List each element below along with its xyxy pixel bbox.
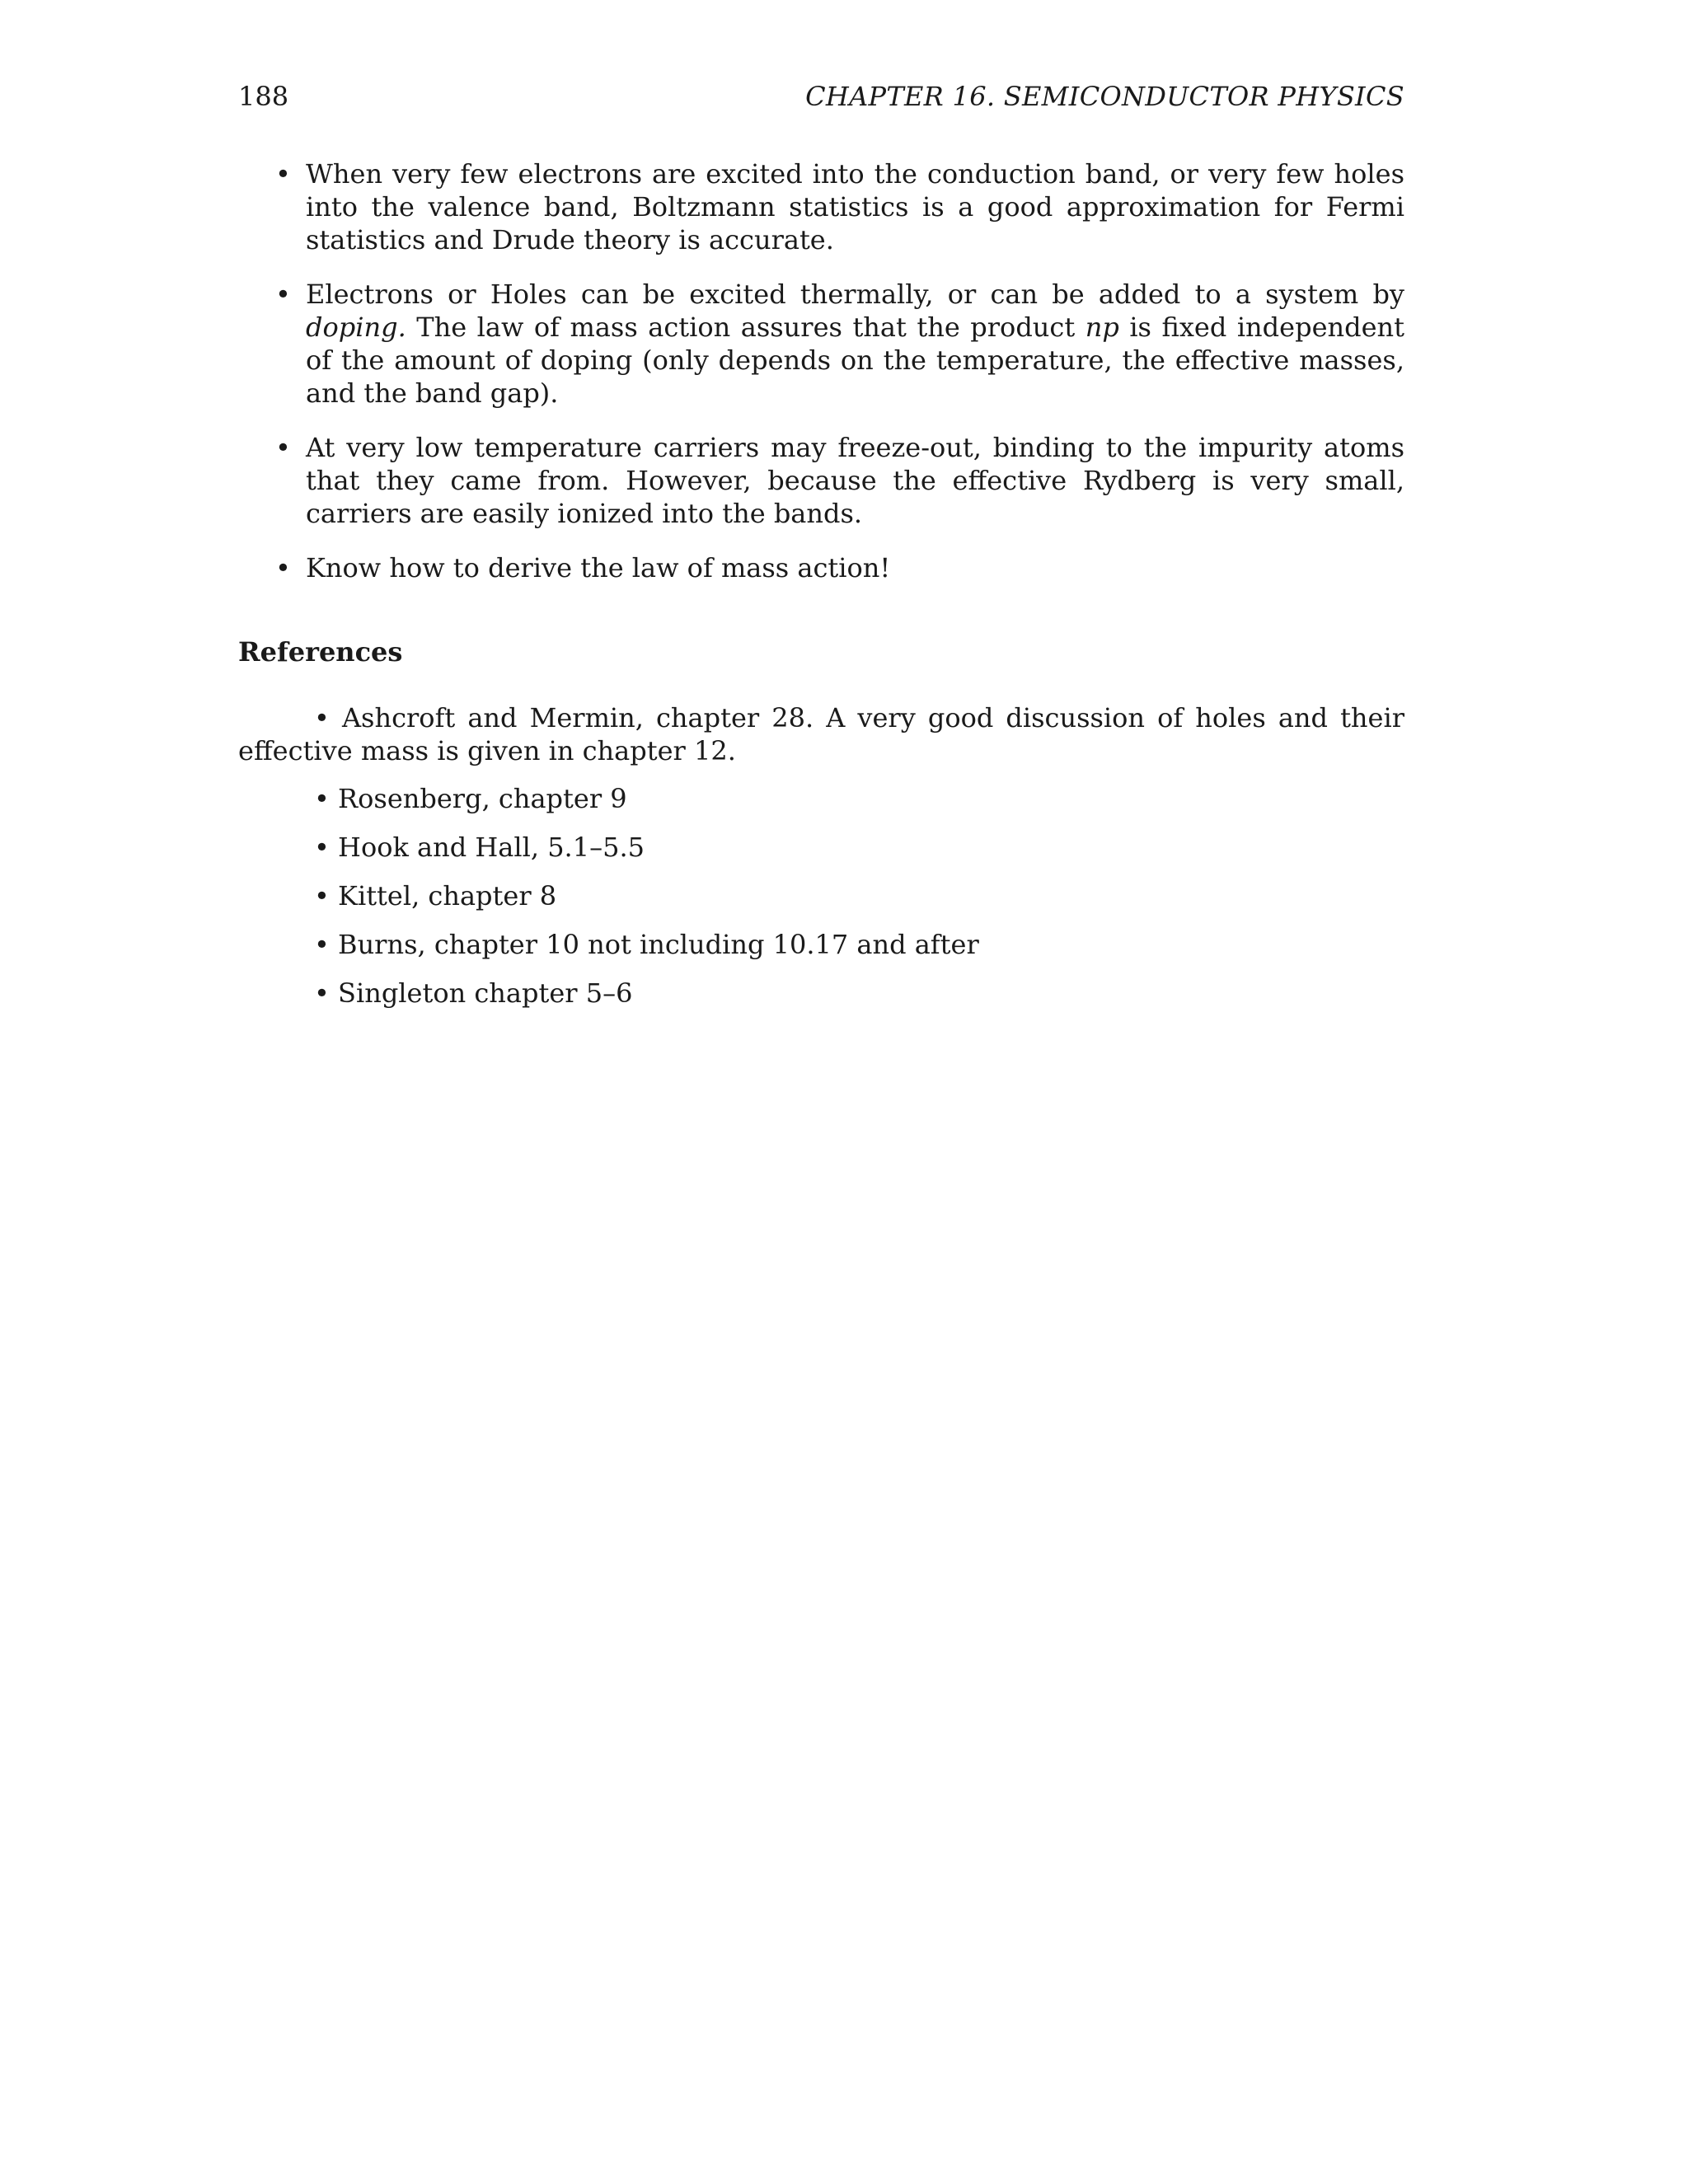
math-np: np xyxy=(1085,312,1119,343)
reference-item: • Ashcroft and Mermin, chapter 28. A very good discussion of holes and their effective mass is given in chapter 12. xyxy=(238,702,1404,766)
summary-text: Electrons or Holes can be excited thermally, or can be added to a system by xyxy=(306,279,1404,310)
summary-list xyxy=(238,157,1404,606)
bullet-icon: • xyxy=(275,432,291,463)
summary-item xyxy=(238,551,1404,584)
reference-item: • Kittel, chapter 8 xyxy=(314,880,557,912)
reference-item: • Hook and Hall, 5.1–5.5 xyxy=(314,832,645,863)
running-head xyxy=(238,81,1404,112)
summary-text: When very few electrons are excited into the conduction band, or very few holes into the valence band, Boltzmann statistics is a good approximation for Fermi statistics and Drude theory is accurate. xyxy=(306,158,1404,255)
summary-item xyxy=(238,431,1404,530)
summary-text: The law of mass action assures that the product xyxy=(406,312,1085,343)
reference-item: • Singleton chapter 5–6 xyxy=(314,977,633,1009)
summary-item xyxy=(238,157,1404,256)
page-number: 188 xyxy=(238,81,289,112)
chapter-title: CHAPTER 16. SEMICONDUCTOR PHYSICS xyxy=(805,81,1404,112)
summary-item xyxy=(238,278,1404,410)
reference-item: • Burns, chapter 10 not including 10.17 and after xyxy=(314,929,979,960)
bullet-icon: • xyxy=(275,158,291,190)
bullet-icon: • xyxy=(275,552,291,583)
reference-list xyxy=(238,782,1404,1025)
references-heading: References xyxy=(238,636,403,668)
summary-text: Know how to derive the law of mass action! xyxy=(306,552,891,583)
summary-text: At very low temperature carriers may freeze-out, binding to the impurity atoms that they came from. However, because the effective Rydberg is very small, carriers are easily ionized into the bands. xyxy=(306,432,1404,529)
emphasis-doping: doping. xyxy=(306,312,406,343)
summary-text: is fixed independent of the amount of doping (only depends on the temperature, the effective masses, and the band gap). xyxy=(306,312,1405,409)
reference-item: • Rosenberg, chapter 9 xyxy=(314,783,627,814)
bullet-icon: • xyxy=(275,279,291,310)
